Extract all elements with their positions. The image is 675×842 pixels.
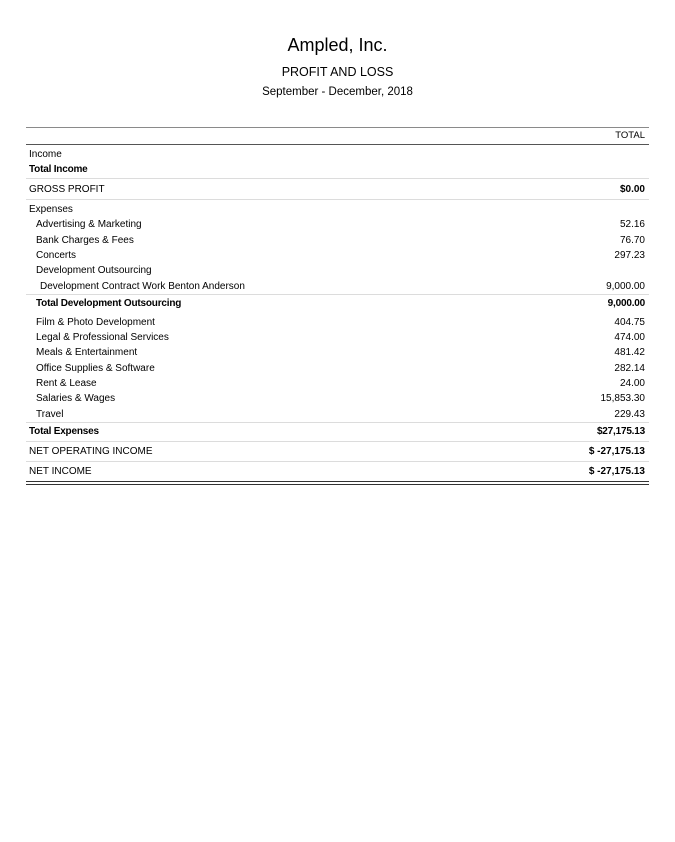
expense-row <box>26 391 649 406</box>
expense-row <box>26 376 649 391</box>
expense-row <box>26 330 649 345</box>
expense-label: Meals & Entertainment <box>36 347 138 359</box>
total-expenses-value: $27,175.13 <box>596 426 645 438</box>
total-income-row <box>26 162 649 178</box>
expense-label: Legal & Professional Services <box>36 331 169 343</box>
expense-label: Rent & Lease <box>36 378 97 390</box>
dev-outsourcing-item-row <box>26 279 649 295</box>
total-expenses-label: Total Expenses <box>29 426 99 438</box>
expense-value: 297.23 <box>614 249 645 261</box>
expense-value: 52.16 <box>619 219 645 231</box>
total-income-label: Total Income <box>29 164 88 176</box>
gross-profit-label: GROSS PROFIT <box>29 183 105 195</box>
income-header-row <box>26 147 649 162</box>
expense-value: 15,853.30 <box>600 393 645 405</box>
report-period: September - December, 2018 <box>262 86 413 98</box>
expense-row <box>26 407 649 423</box>
expense-label: Film & Photo Development <box>36 316 155 328</box>
expense-value: 24.00 <box>619 378 645 390</box>
gross-profit-value: $0.00 <box>619 183 645 195</box>
expense-value: 404.75 <box>614 316 645 328</box>
expense-row <box>26 217 649 232</box>
expense-label: Salaries & Wages <box>36 393 116 405</box>
expenses-header-row <box>26 202 649 217</box>
net-income-row <box>26 463 649 481</box>
dev-outsourcing-item-value: 9,000.00 <box>606 280 645 292</box>
total-expenses-row <box>26 423 649 442</box>
expense-value: 229.43 <box>614 408 645 420</box>
total-dev-outsourcing-value: 9,000.00 <box>607 298 645 310</box>
expense-label: Office Supplies & Software <box>36 362 155 374</box>
net-operating-income-row <box>26 443 649 462</box>
expense-value: 282.14 <box>614 362 645 374</box>
total-dev-outsourcing-label: Total Development Outsourcing <box>36 298 182 310</box>
expense-label: Travel <box>36 408 64 420</box>
profit-loss-table <box>26 127 649 485</box>
expense-label: Concerts <box>36 249 77 261</box>
expense-row <box>26 361 649 376</box>
dev-outsourcing-header-row <box>26 263 649 278</box>
column-header-row <box>26 128 649 145</box>
expense-value: 474.00 <box>614 331 645 343</box>
expense-row <box>26 345 649 360</box>
expense-value: 481.42 <box>614 347 645 359</box>
dev-outsourcing-label: Development Outsourcing <box>36 265 152 277</box>
expense-label: Advertising & Marketing <box>36 219 142 231</box>
net-income-value: $ -27,175.13 <box>588 466 645 478</box>
income-label: Income <box>29 149 62 160</box>
total-dev-outsourcing-row <box>26 296 649 311</box>
expense-row <box>26 315 649 330</box>
double-underline-rule <box>26 481 649 485</box>
total-column-header: TOTAL <box>615 130 645 141</box>
net-operating-income-label: NET OPERATING INCOME <box>29 446 153 458</box>
expense-label: Bank Charges & Fees <box>36 234 134 246</box>
expense-value: 76.70 <box>619 234 645 246</box>
expense-row <box>26 248 649 263</box>
net-income-label: NET INCOME <box>29 466 92 478</box>
report-title: PROFIT AND LOSS <box>281 65 394 79</box>
net-operating-income-value: $ -27,175.13 <box>588 446 645 458</box>
dev-outsourcing-item-label: Development Contract Work Benton Anderson <box>40 280 245 292</box>
gross-profit-row <box>26 181 649 200</box>
expenses-label: Expenses <box>29 203 73 215</box>
company-name: Ampled, Inc. <box>287 35 388 55</box>
expense-row <box>26 233 649 248</box>
